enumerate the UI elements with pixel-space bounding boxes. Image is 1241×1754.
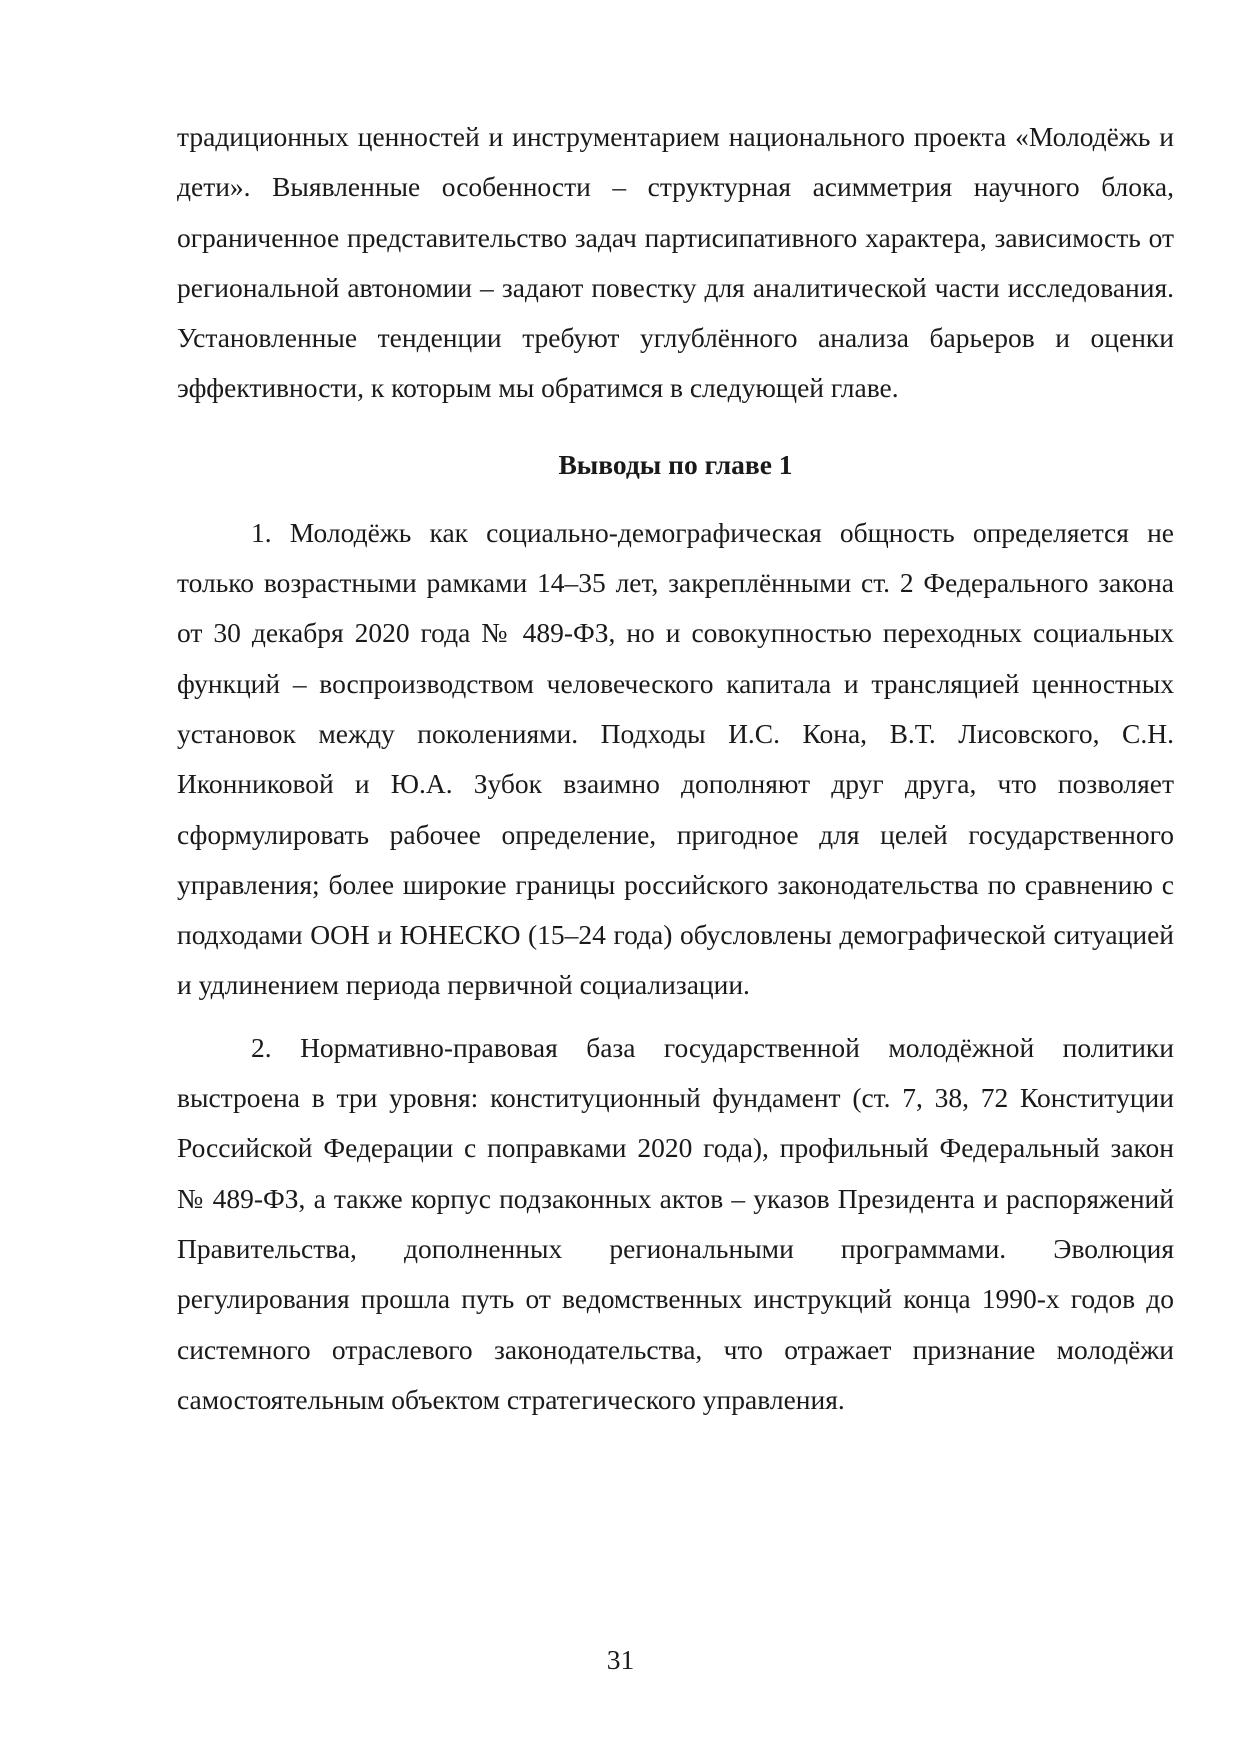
intro-paragraph: традиционных ценностей и инструментарием национального проекта «Молодёжь и дети». Выявленные особенности – структурная асимметрия научного блока, ограниченное представительство задач партисипативного характера, зависимость от региональной автономии – задают повестку для аналитической части исследования. Установленные тенденции требуют углублённого анализа барьеров и оценки эффективности, к которым мы обратимся в следующей главе. (177, 121, 1174, 404)
document-page (177, 112, 1174, 1425)
conclusion-paragraph-1: 1. Молодёжь как социально-демографическая общность определяется не только возрастными рамками 14–35 лет, закреплёнными ст. 2 Федерального закона от 30 декабря 2020 года № 489-ФЗ, но и совокупностью переходных социальных функций – воспроизводством человеческого капитала и трансляцией ценностных установок между поколениями. Подходы И.С. Кона, В.Т. Лисовского, С.Н. Иконниковой и Ю.А. Зубок взаимно дополняют друг друга, что позволяет сформулировать рабочее определение, пригодное для целей государственного управления; более широкие границы российского законодательства по сравнению с подходами ООН и ЮНЕСКО (15–24 года) обусловлены демографической ситуацией и удлинением периода первичной социализации. (177, 516, 1174, 1001)
conclusion-paragraph-2: 2. Нормативно-правовая база государственной молодёжной политики выстроена в три уровня: конституционный фундамент (ст. 7, 38, 72 Конституции Российской Федерации с поправками 2020 года), профильный Федеральный закон № 489-ФЗ, а также корпус подзаконных актов – указов Президента и распоряжений Правительства, дополненных региональными программами. Эволюция регулирования прошла путь от ведомственных инструкций конца 1990-х годов до системного отраслевого законодательства, что отражает признание молодёжи самостоятельным объектом стратегического управления. (177, 1031, 1174, 1415)
page-number: 31 (606, 1644, 635, 1675)
section-heading: Выводы по главе 1 (558, 448, 793, 480)
